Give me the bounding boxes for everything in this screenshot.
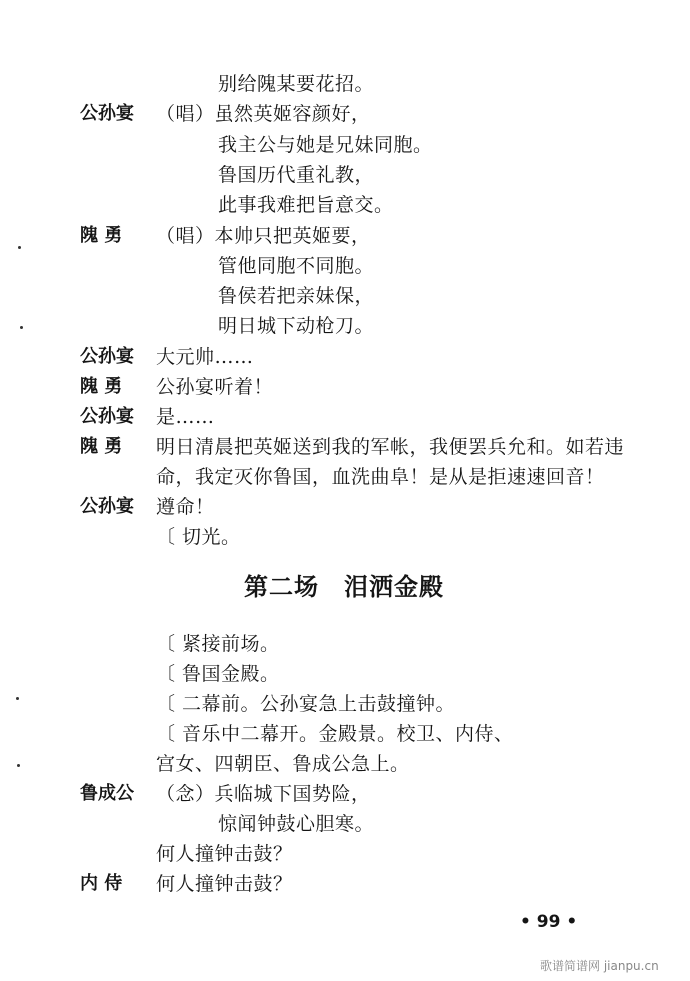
speaker-name: 内 侍: [80, 873, 123, 894]
stage-direction: 〔 紧接前场。: [156, 633, 280, 655]
stage-direction: 宫女、四朝臣、鲁成公急上。: [156, 753, 410, 775]
line-text: 命，我定灭你鲁国，血洗曲阜！是从是拒速速回音！: [156, 466, 605, 488]
line-text: 是……: [156, 406, 215, 428]
line-text: 我主公与她是兄妹同胞。: [218, 134, 433, 156]
line-text: （唱）本帅只把英姬要，: [156, 225, 371, 247]
speaker-name: 隗 勇: [80, 225, 123, 246]
speaker-name: 隗 勇: [80, 436, 123, 457]
speaker-name: 公孙宴: [80, 406, 134, 427]
speaker-name: 公孙宴: [80, 346, 134, 367]
scene-heading: 第二场 泪洒金殿: [244, 572, 444, 601]
line-text: 鲁侯若把亲妹保，: [218, 285, 375, 307]
speaker-name: 公孙宴: [80, 103, 134, 124]
stage-direction: 〔 切光。: [156, 526, 241, 548]
line-text: 公孙宴听着！: [156, 376, 274, 398]
stage-direction: 〔 鲁国金殿。: [156, 663, 280, 685]
line-text: 管他同胞不同胞。: [218, 255, 375, 277]
line-text: （念）兵临城下国势险，: [156, 783, 371, 805]
line-text: 大元帅……: [156, 346, 254, 368]
line-text: （唱）虽然英姬容颜好，: [156, 103, 371, 125]
line-text: 惊闻钟鼓心胆寒。: [218, 813, 375, 835]
scan-speck: [16, 697, 19, 700]
stage-direction: 〔 二幕前。公孙宴急上击鼓撞钟。: [156, 693, 456, 715]
stage-direction: 〔 音乐中二幕开。金殿景。校卫、内侍、: [156, 723, 514, 745]
line-text: 明日城下动枪刀。: [218, 315, 375, 337]
scan-speck: [17, 764, 20, 767]
line-text: 此事我难把旨意交。: [218, 194, 394, 216]
line-text: 别给隗某要花招。: [218, 73, 375, 95]
speaker-name: 公孙宴: [80, 496, 134, 517]
page-number: • 99 •: [520, 912, 578, 932]
speaker-name: 鲁成公: [80, 783, 134, 804]
line-text: 遵命！: [156, 496, 215, 518]
watermark: 歌谱简谱网 jianpu.cn: [540, 959, 659, 973]
scan-speck: [20, 326, 23, 329]
line-text: 何人撞钟击鼓？: [156, 873, 293, 895]
line-text: 明日清晨把英姬送到我的军帐，我便罢兵允和。如若违: [156, 436, 625, 458]
line-text: 何人撞钟击鼓？: [156, 843, 293, 865]
speaker-name: 隗 勇: [80, 376, 123, 397]
line-text: 鲁国历代重礼教，: [218, 164, 375, 186]
scan-speck: [18, 246, 21, 249]
